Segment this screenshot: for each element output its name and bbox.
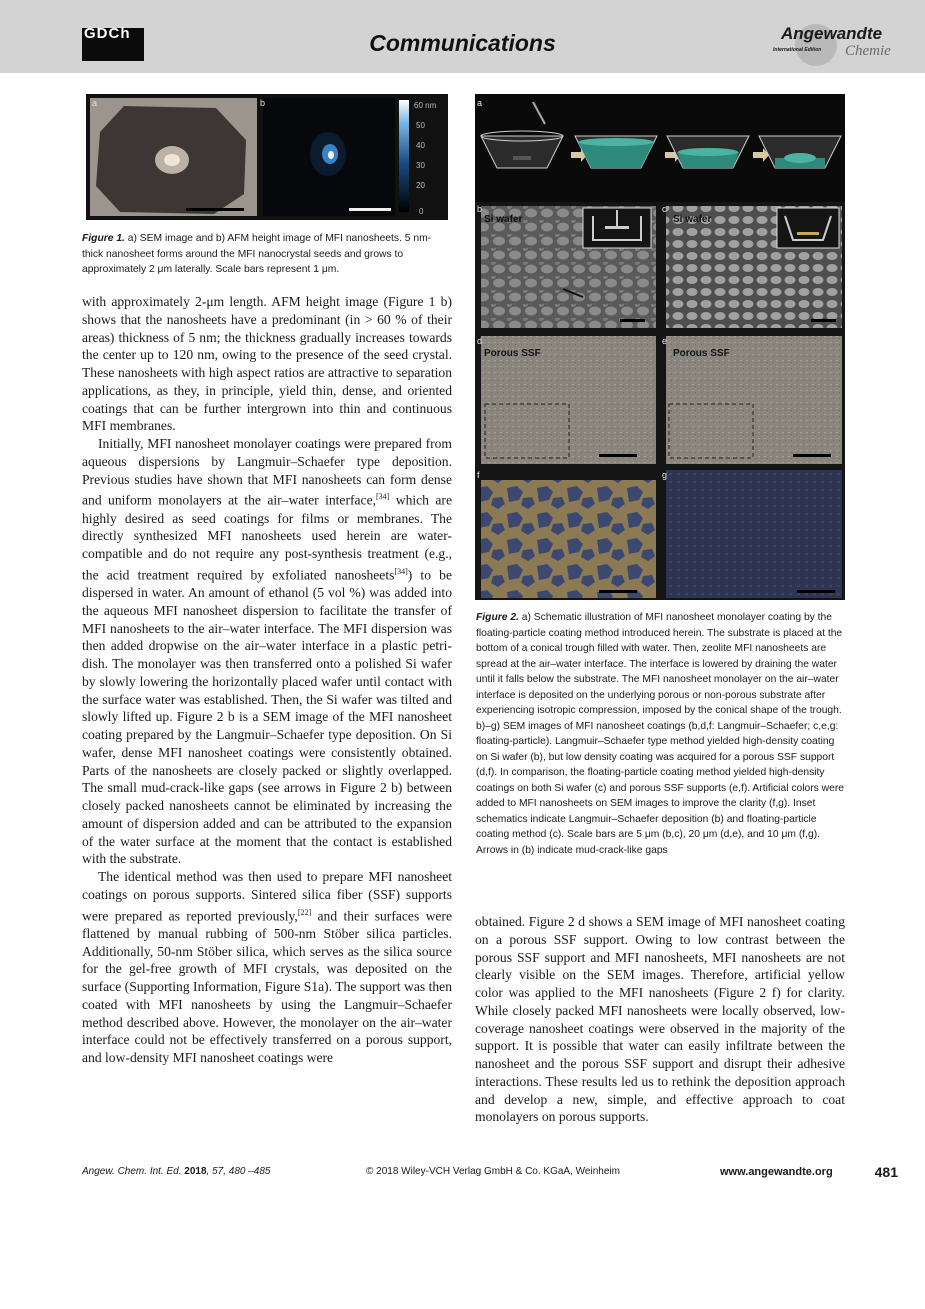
volume-pages: , 57, 480 –485 (206, 1166, 271, 1177)
panel-e-label: Porous SSF (673, 348, 730, 359)
paragraph-text: and their surfaces were flattened by manual rubbing of 500-nm Stöber silica particles. Additionally, 50-nm Stöber silica, which serves as the silica source for the gel-free growth of MFI crystals, was deposited on the surface (Supporting Information, Figure S1a). The support was then coated with MFI nanosheets by using the Langmuir–Schaefer method described above. However, the monolayer on the air–water interface could not be effectively transferred on a porous support, and low-density MFI nanosheet coatings were (82, 908, 452, 1066)
page-footer (82, 1166, 898, 1182)
colorbar-tick: 30 (416, 161, 425, 170)
colorbar-tick: 50 (416, 121, 425, 130)
brand-chemie: Chemie (845, 43, 891, 59)
paragraph (82, 868, 452, 1067)
panel-c-label: Si wafer (673, 214, 712, 225)
panel-g-image (666, 470, 842, 598)
brand-sub: International Edition (773, 47, 822, 53)
page-header (0, 0, 925, 73)
panel-d-label: Porous SSF (484, 348, 541, 359)
panel-e-scale-bar (793, 454, 831, 457)
colorbar-unit: 60 nm (414, 101, 437, 110)
inset-fp (777, 208, 839, 248)
fig1-panel-b: b (260, 98, 266, 108)
fig2-panel-g: g (662, 470, 668, 480)
panel-d-scale-bar (599, 454, 637, 457)
fig2-panel-b: b (477, 204, 483, 214)
figure-1-graphic (86, 94, 448, 220)
fig2-panel-c: c (662, 204, 667, 214)
panel-c-scale-bar (811, 319, 836, 322)
colorbar-tick: 40 (416, 141, 425, 150)
panel-f-scale-bar (599, 590, 637, 593)
figure-2-label: Figure 2. (476, 612, 519, 623)
page-number: 481 (874, 1164, 898, 1180)
colorbar-tick: 0 (419, 207, 424, 216)
right-column (475, 913, 845, 1126)
figure-2-caption (476, 610, 846, 858)
copyright: © 2018 Wiley-VCH Verlag GmbH & Co. KGaA, Weinheim (366, 1166, 620, 1177)
gdch-logo-text: GDCh (84, 25, 131, 42)
inset-fp-wafer (797, 232, 819, 235)
figure-1-caption (82, 231, 452, 278)
colorbar-tick: 20 (416, 181, 425, 190)
figure-1-caption-text: a) SEM image and b) AFM height image of MFI nanosheets. 5 nm-thick nanosheet forms around the MFI nanocrystal seeds and grows to approximately 2 μm laterally. Scale bars represent 1 μm. (82, 233, 432, 275)
fig2-panel-a: a (477, 98, 483, 108)
paragraph-text: Initially, MFI nanosheet monolayer coatings were prepared from aqueous dispersions by Langmuir–Schaefer type deposition. Previous studies have shown that MFI nanosheets can form dense and uniform monolayers at the air–water interface, (82, 436, 452, 508)
inset-ls-wafer (605, 226, 629, 229)
paragraph: with approximately 2-μm length. AFM height image (Figure 1 b) shows that the nanosheets have a predominant (in > 60 % of their areas) thickness of 5 nm; the thickness gradually increases towards the center up to 120 nm, owing to the presence of the seed crystal. These nanosheets with high aspect ratios are attractive to separation applications, as they, in principle, yield thin, dense, and oriented coatings that can be further intergrown into thin and continuous MFI membranes. (82, 294, 452, 434)
figure-1 (86, 94, 448, 220)
sem-seed-core (164, 154, 180, 166)
paragraph-text: The identical method was then used to prepare MFI nanosheet coatings on porous supports. Sintered silica fiber (SSF) supports were prepared as reported previously, (82, 869, 452, 924)
figure-2 (475, 94, 845, 600)
paragraph (82, 435, 452, 868)
panel-b-scale-bar (620, 319, 645, 322)
afm-scale-bar (349, 208, 391, 211)
afm-colorbar (399, 100, 409, 212)
journal-year: 2018 (184, 1166, 207, 1177)
fig2-panel-e: e (662, 336, 668, 346)
panel-f-image (481, 480, 656, 598)
brand-name: Angewandte (781, 24, 883, 43)
left-column (82, 293, 452, 1067)
fig2-panel-f: f (477, 470, 480, 480)
angewandte-logo (773, 22, 898, 68)
section-title: Communications (369, 30, 556, 56)
journal-url[interactable]: www.angewandte.org (720, 1166, 833, 1178)
sem-scale-bar (186, 208, 244, 211)
journal-reference (82, 1166, 270, 1177)
panel-g-scale-bar (797, 590, 835, 593)
paragraph-text: ) to be dispersed in water. An amount of ethanol (5 vol %) was added into the aqueous MFI nanosheet dispersion to facilitate the transfer of MFI nanosheets to the air–water interface. The MFI dispersion was then added dropwise on the air–water interface in a plastic petri-dish. The monolayer was then transferred onto a polished Si wafer by slowly lowering the horizontally placed wafer until contact with the surface water was established. Then, the Si wafer was tilted and slowly lifted up. Figure 2 b is a SEM image of the MFI nanosheet coating prepared by the Langmuir–Schaefer type deposition. On Si wafer, dense MFI nanosheet coatings were consistently obtained. Parts of the nanosheets are closely packed or slightly overlapped. The small mud-crack-like gaps (see arrows in Figure 2 b) between closely packed nanosheets cannot be eliminated by increasing the amount of dispersion added and can be attributed to the expansion of the water surface at the moment that the contact is established with the substrate. (82, 567, 453, 867)
citation[interactable]: [34] (394, 566, 408, 576)
figure-2-graphic (475, 94, 845, 600)
panel-b-label: Si wafer (484, 214, 523, 225)
figure-2-caption-text: a) Schematic illustration of MFI nanosheet monolayer coating by the floating-particle coating method introduced herein. The substrate is placed at the bottom of a conical trough filled with water. Then, zeolite MFI nanosheets are spread at the air–water interface. The interface is lowered by draining the water until it falls below the substrate. The MFI nanosheet monolayer on the air–water interface is deposited on the underlying porous or non-porous substrate after experiencing isotropic compression, imposed by the conical shape of the trough. b)–g) SEM images of MFI nanosheet coatings (b,d,f: Langmuir–Schaefer; c,e,g: floating-particle). Langmuir–Schaefer type method yielded high-density coating on Si wafer (b), but low density coating was acquired for a porous SSF support (d,f). In comparison, the floating-particle coating method yielded high-density coatings on both Si wafer (c) and porous SSF supports (e,f). Artificial colors were added to MFI nanosheets on SEM images to improve the clarity (f,g). Inset schematics indicate Langmuir–Schaefer deposition (b) and floating-particle coating method (c). Scale bars are 5 μm (b,c), 20 μm (d,e), and 10 μm (f,g). Arrows in (b) indicate mud-crack-like gaps (476, 612, 844, 856)
citation[interactable]: [34] (376, 492, 390, 502)
fig2-panel-d: d (477, 336, 483, 346)
paragraph-text: which are highly desired as seed coatings for films or membranes. The directly synthesized MFI nanosheets used herein are water-compatible and do not require any post-synthesis treatment (e.g., the acid treatment required by exfoliated nanosheets (82, 492, 452, 583)
paragraph: obtained. Figure 2 d shows a SEM image of MFI nanosheet coating on a porous SSF support. Owing to low contrast between the porous SSF support and MFI nanosheets, MFI nanosheets are not clearly visible on the SEM images. Therefore, artificial yellow color was applied to the MFI nanosheets (Figure 2 f) for clarity. While closely packed MFI nanosheets were locally observed, low-coverage nanosheet coatings were observed in the majority of the support. It is possible that water can easily infiltrate between the nanosheet and the porous SSF support and disrupt their adhesive interactions. These results led us to rethink the deposition approach and develop a new, simple, and effective approach to coat monolayers on porous supports. (475, 914, 845, 1125)
citation[interactable]: [22] (297, 907, 312, 917)
fig1-panel-a: a (92, 98, 98, 108)
journal-abbrev: Angew. Chem. Int. Ed. (82, 1166, 182, 1177)
figure-1-label: Figure 1. (82, 233, 125, 244)
afm-seed-core (328, 151, 334, 159)
